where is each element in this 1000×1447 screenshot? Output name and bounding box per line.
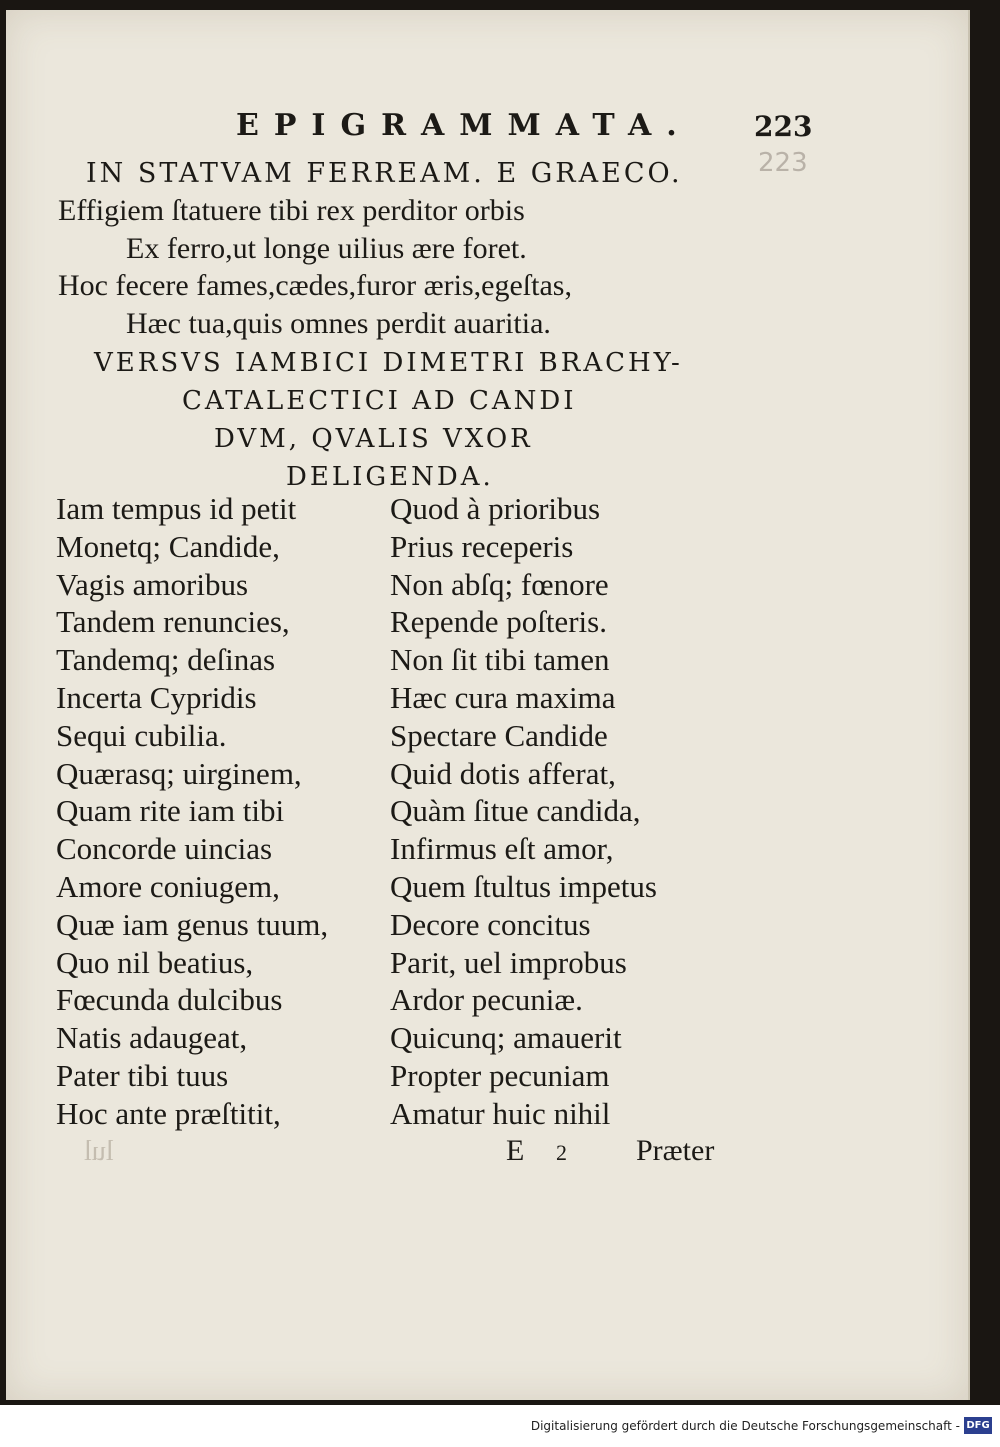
verse-line: Pater tibi tuus: [56, 1057, 229, 1093]
verse-line: Infirmus eſt amor,: [390, 831, 614, 867]
verse-line: Quam rite iam tibi: [56, 793, 285, 829]
footer-bar: [0, 1405, 1000, 1447]
poem-title-line: DELIGENDA.: [286, 462, 494, 492]
verse-line: Monetq; Candide,: [56, 528, 280, 564]
verse-line: Tandem renuncies,: [56, 604, 290, 640]
epigram-line: Effigiem ſtatuere tibi rex perditor orbis: [58, 194, 525, 227]
verse-line: Quo nil beatius,: [56, 944, 254, 980]
dfg-logo: DFG: [964, 1417, 992, 1434]
verse-line: Prius receperis: [390, 528, 574, 564]
page-number: 223: [754, 110, 813, 143]
verse-line: Quem ſtultus impetus: [390, 868, 657, 904]
verse-line: Natis adaugeat,: [56, 1020, 248, 1056]
verse-line: Quid dotis afferat,: [390, 755, 616, 791]
verse-line: Spectare Candide: [390, 717, 608, 753]
poem-title-line: VERSVS IAMBICI DIMETRI BRACHY-: [94, 348, 683, 378]
verse-line: Amore coniugem,: [56, 868, 280, 904]
verse-line: Sequi cubilia.: [56, 717, 227, 753]
signature-mark: E: [506, 1134, 525, 1167]
verse-line: Quod à prioribus: [390, 491, 601, 526]
verse-line: Hæc cura maxima: [390, 679, 616, 715]
pencil-page-number: 223: [758, 148, 808, 178]
funding-credit: Digitalisierung gefördert durch die Deutsche Forschungsgemeinschaft -: [530, 1419, 960, 1433]
verse-line: Non ſit tibi tamen: [390, 642, 610, 678]
offset-print-ghost: lul: [84, 1136, 114, 1167]
verse-line: Tandemq; deſinas: [56, 642, 276, 678]
verse-line: Hoc ante præſtitit,: [56, 1095, 281, 1131]
right-verse-column: [390, 490, 657, 1133]
verse-line: Iam tempus id petit: [56, 491, 297, 526]
verse-line: Quæ iam genus tuum,: [56, 906, 329, 942]
left-verse-column: [56, 490, 328, 1133]
verse-line: Amatur huic nihil: [390, 1095, 611, 1131]
epigram-line: Hæc tua,quis omnes perdit auaritia.: [126, 307, 551, 340]
book-page: [6, 10, 970, 1400]
verse-line: Quicunq; amauerit: [390, 1020, 622, 1056]
epigram-line: Ex ferro,ut longe uilius ære foret.: [126, 232, 527, 265]
epigram-title: IN STATVAM FERREAM. E GRAECO.: [86, 158, 683, 189]
verse-line: Repende poſteris.: [390, 604, 607, 640]
verse-line: Incerta Cypridis: [56, 679, 257, 715]
verse-line: Vagis amoribus: [56, 566, 249, 602]
running-head: EPIGRAMMATA.: [236, 108, 692, 143]
signature-number: 2: [556, 1140, 567, 1165]
poem-title-line: CATALECTICI AD CANDI: [182, 386, 577, 416]
verse-line: Decore concitus: [390, 906, 591, 942]
verse-line: Quàm ſitue candida,: [390, 793, 641, 829]
verse-line: Concorde uincias: [56, 831, 273, 867]
verse-line: Propter pecuniam: [390, 1057, 610, 1093]
verse-line: Parit, uel improbus: [390, 944, 627, 980]
verse-line: Non abſq; fœnore: [390, 566, 609, 602]
epigram-line: Hoc fecere fames,cædes,furor æris,egeſtas,: [58, 269, 572, 302]
poem-title-line: DVM, QVALIS VXOR: [214, 424, 533, 454]
verse-line: Ardor pecuniæ.: [390, 982, 583, 1018]
catchword: Præter: [636, 1134, 715, 1167]
verse-line: Quærasq; uirginem,: [56, 755, 302, 791]
verse-line: Fœcunda dulcibus: [56, 982, 283, 1018]
